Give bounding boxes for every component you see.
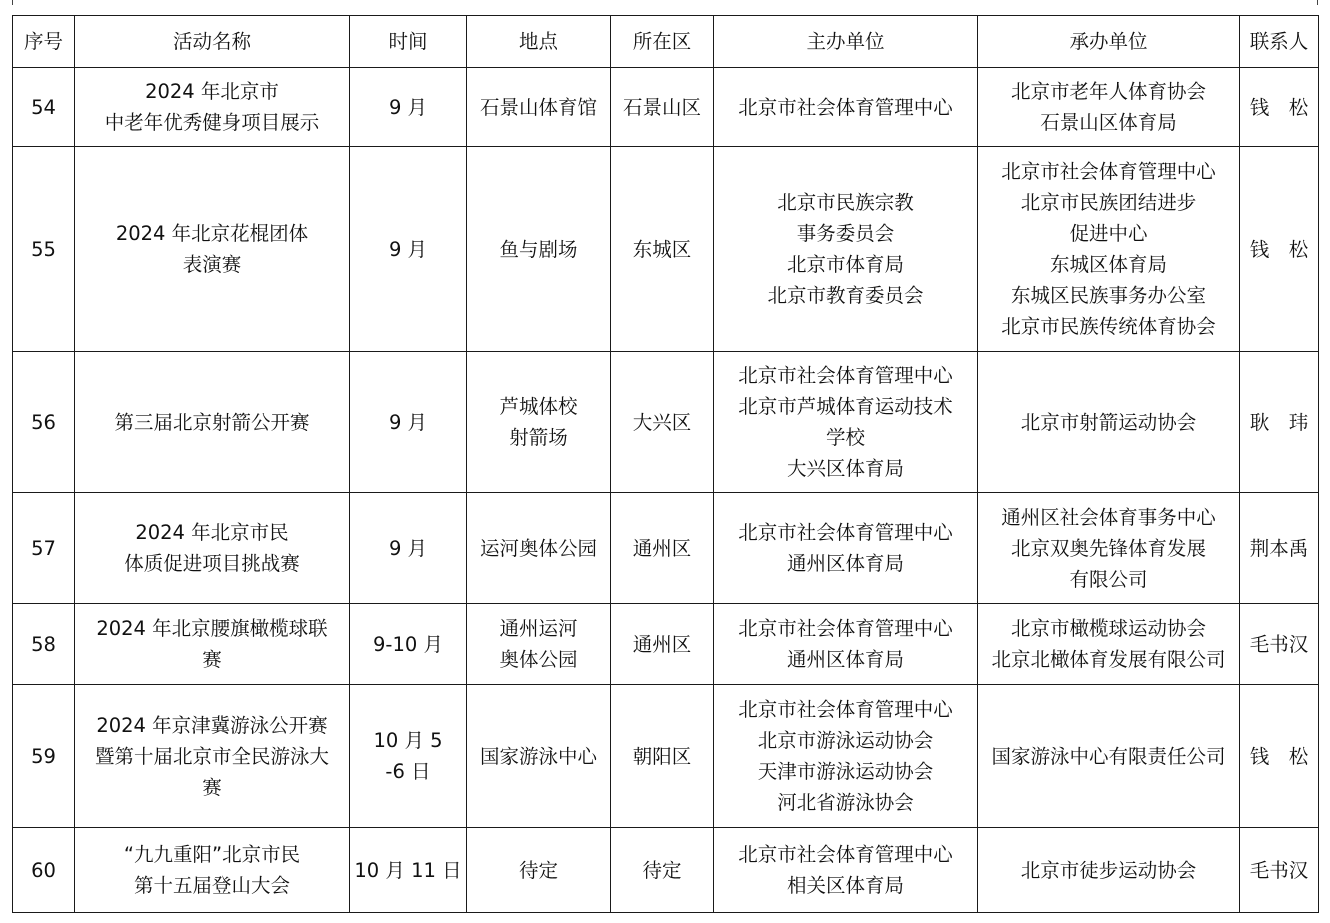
cell-no: 55	[13, 147, 75, 352]
cell-host-line: 东城区体育局	[1049, 253, 1167, 276]
cell-contact	[1240, 352, 1319, 493]
header-contact: 联系人	[1240, 16, 1319, 68]
cell-district	[611, 604, 714, 685]
cell-host-line: 北京市民族传统体育协会	[1001, 315, 1216, 338]
cell-organizer	[714, 604, 978, 685]
table-header-row	[13, 16, 1319, 68]
cell-event-name-line: 第三届北京射箭公开赛	[114, 410, 310, 434]
cell-organizer	[714, 352, 978, 493]
cell-district-line: 通州区	[632, 536, 692, 560]
cell-contact-line: 毛书汉	[1249, 632, 1309, 656]
cell-event-name	[75, 352, 350, 493]
table-body	[13, 68, 1319, 913]
cell-organizer-line: 北京市社会体育管理中心	[738, 364, 953, 387]
cell-event-name-line: 2024 年北京市民	[135, 521, 289, 544]
cell-time-line: 9-10 月	[373, 632, 443, 656]
cell-contact-line: 耿 玮	[1249, 410, 1309, 434]
cell-host-line: 北京市社会体育管理中心	[1001, 160, 1216, 183]
cell-event-name-line: 体质促进项目挑战赛	[124, 552, 300, 575]
cell-organizer-line: 北京市民族宗教	[777, 191, 914, 214]
cell-venue-line: 待定	[518, 858, 558, 882]
cell-organizer-line: 北京市社会体育管理中心	[738, 95, 953, 119]
cell-host-line: 有限公司	[1069, 567, 1148, 591]
header-host: 承办单位	[978, 16, 1240, 68]
cell-district	[611, 493, 714, 604]
cell-event-name-line: 赛	[202, 775, 222, 799]
table-row	[13, 68, 1319, 147]
cell-organizer-line: 通州区体育局	[786, 552, 904, 575]
cell-host	[978, 147, 1240, 352]
cell-time	[350, 147, 467, 352]
cell-event-name	[75, 147, 350, 352]
cell-venue	[467, 147, 611, 352]
cell-organizer-line: 学校	[825, 426, 865, 449]
cell-district-line: 通州区	[632, 632, 692, 656]
cell-contact-line: 毛书汉	[1249, 858, 1309, 882]
cell-venue	[467, 68, 611, 147]
cell-time-line: -6 日	[385, 760, 431, 783]
cell-host-line: 北京市射箭运动协会	[1020, 410, 1197, 434]
table-top-edge	[12, 0, 1318, 5]
cell-event-name	[75, 604, 350, 685]
cell-district	[611, 147, 714, 352]
cell-event-name-line: 暨第十届北京市全民游泳大	[94, 744, 329, 768]
cell-organizer-line: 通州区体育局	[786, 648, 904, 671]
event-schedule-table	[12, 15, 1319, 913]
cell-organizer-line: 北京市社会体育管理中心	[738, 698, 953, 721]
cell-host	[978, 604, 1240, 685]
cell-host	[978, 493, 1240, 604]
cell-host-line: 北京市徒步运动协会	[1020, 858, 1197, 882]
cell-venue-line: 射箭场	[509, 426, 568, 449]
cell-host-line: 石景山区体育局	[1040, 111, 1177, 134]
cell-time-line: 10 月 5	[373, 729, 443, 752]
cell-contact-line: 荆本禹	[1249, 536, 1309, 560]
header-event-name: 活动名称	[75, 16, 350, 68]
cell-venue-line: 运河奥体公园	[479, 536, 597, 560]
cell-district	[611, 352, 714, 493]
cell-venue-line: 通州运河	[499, 617, 578, 640]
cell-event-name-line: 2024 年京津冀游泳公开赛	[96, 713, 328, 737]
cell-organizer-line: 大兴区体育局	[786, 457, 904, 480]
cell-event-name	[75, 685, 350, 828]
cell-venue	[467, 604, 611, 685]
cell-host-line: 北京市老年人体育协会	[1010, 80, 1206, 103]
cell-contact-line: 钱 松	[1249, 95, 1309, 119]
header-district: 所在区	[611, 16, 714, 68]
cell-organizer-line: 北京市芦城体育运动技术	[738, 395, 953, 418]
cell-district-line: 大兴区	[632, 410, 692, 434]
cell-time	[350, 493, 467, 604]
cell-venue-line: 石景山体育馆	[479, 95, 597, 119]
header-time: 时间	[350, 16, 467, 68]
cell-organizer-line: 北京市游泳运动协会	[757, 729, 934, 752]
cell-district-line: 朝阳区	[632, 744, 692, 768]
cell-host-line: 促进中心	[1069, 222, 1148, 245]
cell-contact-line: 钱 松	[1249, 237, 1309, 261]
cell-contact	[1240, 828, 1319, 913]
cell-district	[611, 68, 714, 147]
cell-venue-line: 国家游泳中心	[479, 744, 597, 768]
cell-venue-line: 鱼与剧场	[499, 237, 578, 261]
cell-organizer	[714, 685, 978, 828]
cell-district-line: 东城区	[632, 237, 692, 261]
cell-time-line: 9 月	[388, 410, 428, 434]
cell-no: 57	[13, 493, 75, 604]
cell-event-name-line: “九九重阳”北京市民	[123, 843, 301, 866]
cell-host-line: 北京市民族团结进步	[1020, 191, 1197, 214]
cell-host-line: 通州区社会体育事务中心	[1001, 505, 1216, 529]
cell-no: 58	[13, 604, 75, 685]
cell-host-line: 北京北橄体育发展有限公司	[991, 648, 1226, 671]
cell-organizer	[714, 147, 978, 352]
cell-organizer-line: 北京市社会体育管理中心	[738, 521, 953, 544]
cell-venue	[467, 352, 611, 493]
cell-event-name-line: 表演赛	[182, 253, 242, 276]
cell-no: 59	[13, 685, 75, 828]
cell-organizer	[714, 493, 978, 604]
cell-time-line: 9 月	[388, 237, 428, 261]
cell-contact-line: 钱 松	[1249, 744, 1309, 768]
cell-no: 56	[13, 352, 75, 493]
cell-contact	[1240, 685, 1319, 828]
cell-event-name-line: 赛	[202, 648, 222, 671]
cell-event-name-line: 2024 年北京花棍团体	[115, 222, 309, 245]
header-organizer: 主办单位	[714, 16, 978, 68]
header-no: 序号	[13, 16, 75, 68]
cell-contact	[1240, 604, 1319, 685]
cell-venue	[467, 685, 611, 828]
cell-time	[350, 828, 467, 913]
cell-event-name	[75, 493, 350, 604]
cell-host-line: 北京市橄榄球运动协会	[1010, 617, 1206, 640]
cell-host	[978, 828, 1240, 913]
cell-event-name	[75, 68, 350, 147]
cell-district-line: 石景山区	[622, 95, 701, 119]
cell-host	[978, 685, 1240, 828]
cell-venue-line: 奥体公园	[499, 648, 578, 671]
cell-organizer-line: 河北省游泳协会	[777, 791, 914, 814]
cell-time	[350, 352, 467, 493]
cell-venue	[467, 493, 611, 604]
cell-no: 54	[13, 68, 75, 147]
cell-event-name-line: 中老年优秀健身项目展示	[104, 111, 320, 134]
cell-time-line: 9 月	[388, 536, 428, 560]
cell-event-name	[75, 828, 350, 913]
cell-organizer-line: 北京市体育局	[786, 253, 904, 276]
cell-venue-line: 芦城体校	[499, 395, 578, 418]
cell-time-line: 9 月	[388, 95, 428, 119]
cell-time	[350, 604, 467, 685]
cell-district	[611, 828, 714, 913]
cell-venue	[467, 828, 611, 913]
table-row	[13, 604, 1319, 685]
cell-host	[978, 352, 1240, 493]
cell-organizer-line: 相关区体育局	[786, 874, 904, 897]
cell-organizer	[714, 68, 978, 147]
cell-host	[978, 68, 1240, 147]
cell-contact	[1240, 493, 1319, 604]
table-row	[13, 147, 1319, 352]
cell-organizer-line: 天津市游泳运动协会	[757, 760, 934, 783]
cell-contact	[1240, 147, 1319, 352]
cell-event-name-line: 第十五届登山大会	[133, 874, 290, 897]
cell-district	[611, 685, 714, 828]
cell-contact	[1240, 68, 1319, 147]
cell-time	[350, 68, 467, 147]
cell-time	[350, 685, 467, 828]
cell-host-line: 东城区民族事务办公室	[1010, 284, 1206, 307]
cell-organizer-line: 北京市社会体育管理中心	[738, 843, 953, 866]
cell-host-line: 北京双奥先锋体育发展	[1010, 536, 1206, 560]
cell-time-line: 10 月 11 日	[354, 858, 462, 882]
cell-district-line: 待定	[642, 858, 682, 882]
cell-organizer-line: 事务委员会	[796, 222, 895, 245]
cell-organizer-line: 北京市教育委员会	[767, 284, 924, 307]
table-row	[13, 685, 1319, 828]
table-row	[13, 352, 1319, 493]
header-venue: 地点	[467, 16, 611, 68]
table-row	[13, 828, 1319, 913]
cell-host-line: 国家游泳中心有限责任公司	[991, 744, 1226, 768]
cell-organizer-line: 北京市社会体育管理中心	[738, 617, 953, 640]
cell-event-name-line: 2024 年北京市	[145, 80, 279, 103]
cell-organizer	[714, 828, 978, 913]
table-row	[13, 493, 1319, 604]
cell-no: 60	[13, 828, 75, 913]
cell-event-name-line: 2024 年北京腰旗橄榄球联	[96, 617, 328, 640]
